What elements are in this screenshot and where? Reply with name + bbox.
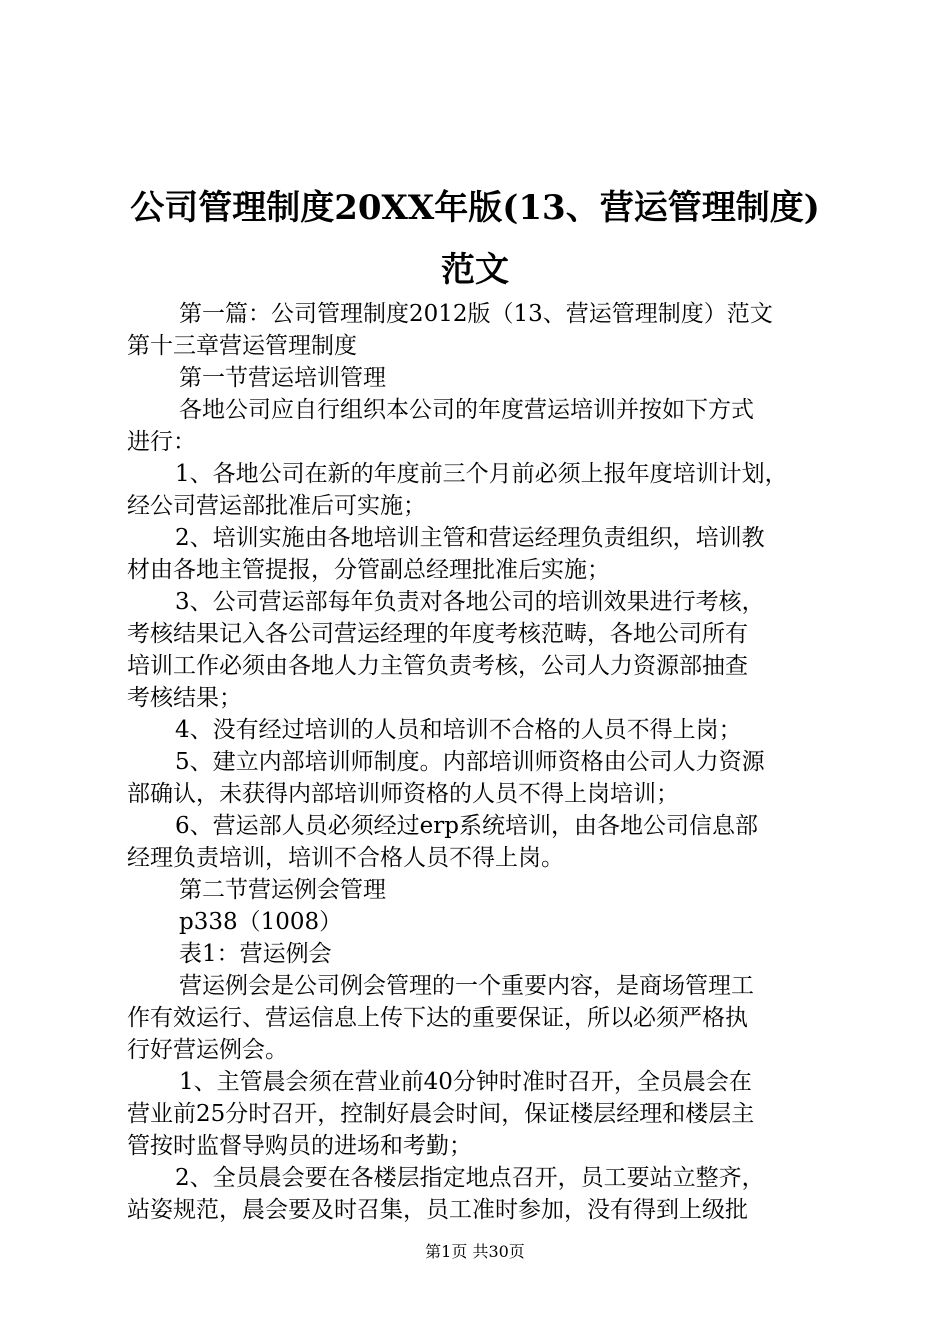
paragraph-line: 考核结果； — [127, 685, 242, 711]
paragraph-line: 6、营运部人员必须经过erp系统培训，由各地公司信息部 — [175, 813, 758, 839]
paragraph-line: 1、各地公司在新的年度前三个月前必须上报年度培训计划， — [175, 461, 788, 487]
section-heading: 第一节营运培训管理 — [179, 365, 386, 391]
paragraph-line: 培训工作必须由各地人力主管负责考核，公司人力资源部抽查 — [127, 653, 748, 679]
paragraph-line: 第一篇：公司管理制度2012版（13、营运管理制度）范文 — [179, 301, 773, 327]
paragraph-line: 3、公司营运部每年负责对各地公司的培训效果进行考核， — [175, 589, 765, 615]
page-number-footer: 第1页 共30页 — [425, 1242, 525, 1261]
paragraph-line: 营业前25分时召开，控制好晨会时间，保证楼层经理和楼层主 — [127, 1101, 755, 1127]
paragraph-line: 进行： — [127, 429, 196, 455]
document-body — [127, 298, 827, 1226]
paragraph-line: 表1：营运例会 — [179, 941, 332, 967]
paragraph-line: 经理负责培训，培训不合格人员不得上岗。 — [127, 845, 564, 871]
paragraph-line: 2、全员晨会要在各楼层指定地点召开，员工要站立整齐， — [175, 1165, 765, 1191]
paragraph-line: 经公司营运部批准后可实施； — [127, 493, 426, 519]
document-title-line-1: 公司管理制度20XX年版(13、营运管理制度) — [130, 188, 820, 228]
paragraph-line: 站姿规范，晨会要及时召集，员工准时参加，没有得到上级批 — [127, 1197, 748, 1223]
paragraph-line: 4、没有经过培训的人员和培训不合格的人员不得上岗； — [175, 717, 742, 743]
paragraph-line: 第十三章营运管理制度 — [127, 333, 357, 359]
paragraph-line: 行好营运例会。 — [127, 1037, 288, 1063]
paragraph-line: 考核结果记入各公司营运经理的年度考核范畴，各地公司所有 — [127, 621, 748, 647]
paragraph-line: 部确认，未获得内部培训师资格的人员不得上岗培训； — [127, 781, 679, 807]
paragraph-line: 1、主管晨会须在营业前40分钟时准时召开，全员晨会在 — [179, 1069, 752, 1095]
paragraph-line: 营运例会是公司例会管理的一个重要内容，是商场管理工 — [179, 973, 754, 999]
paragraph-line: p338（1008） — [179, 909, 343, 935]
paragraph-line: 5、建立内部培训师制度。内部培训师资格由公司人力资源 — [175, 749, 765, 775]
paragraph-line: 管按时监督导购员的进场和考勤； — [127, 1133, 472, 1159]
section-heading: 第二节营运例会管理 — [179, 877, 386, 903]
paragraph-line: 各地公司应自行组织本公司的年度营运培训并按如下方式 — [179, 397, 754, 423]
paragraph-line: 材由各地主管提报，分管副总经理批准后实施； — [127, 557, 610, 583]
paragraph-line: 作有效运行、营运信息上传下达的重要保证，所以必须严格执 — [127, 1005, 748, 1031]
document-title-line-2: 范文 — [441, 250, 509, 290]
paragraph-line: 2、培训实施由各地培训主管和营运经理负责组织，培训教 — [175, 525, 765, 551]
